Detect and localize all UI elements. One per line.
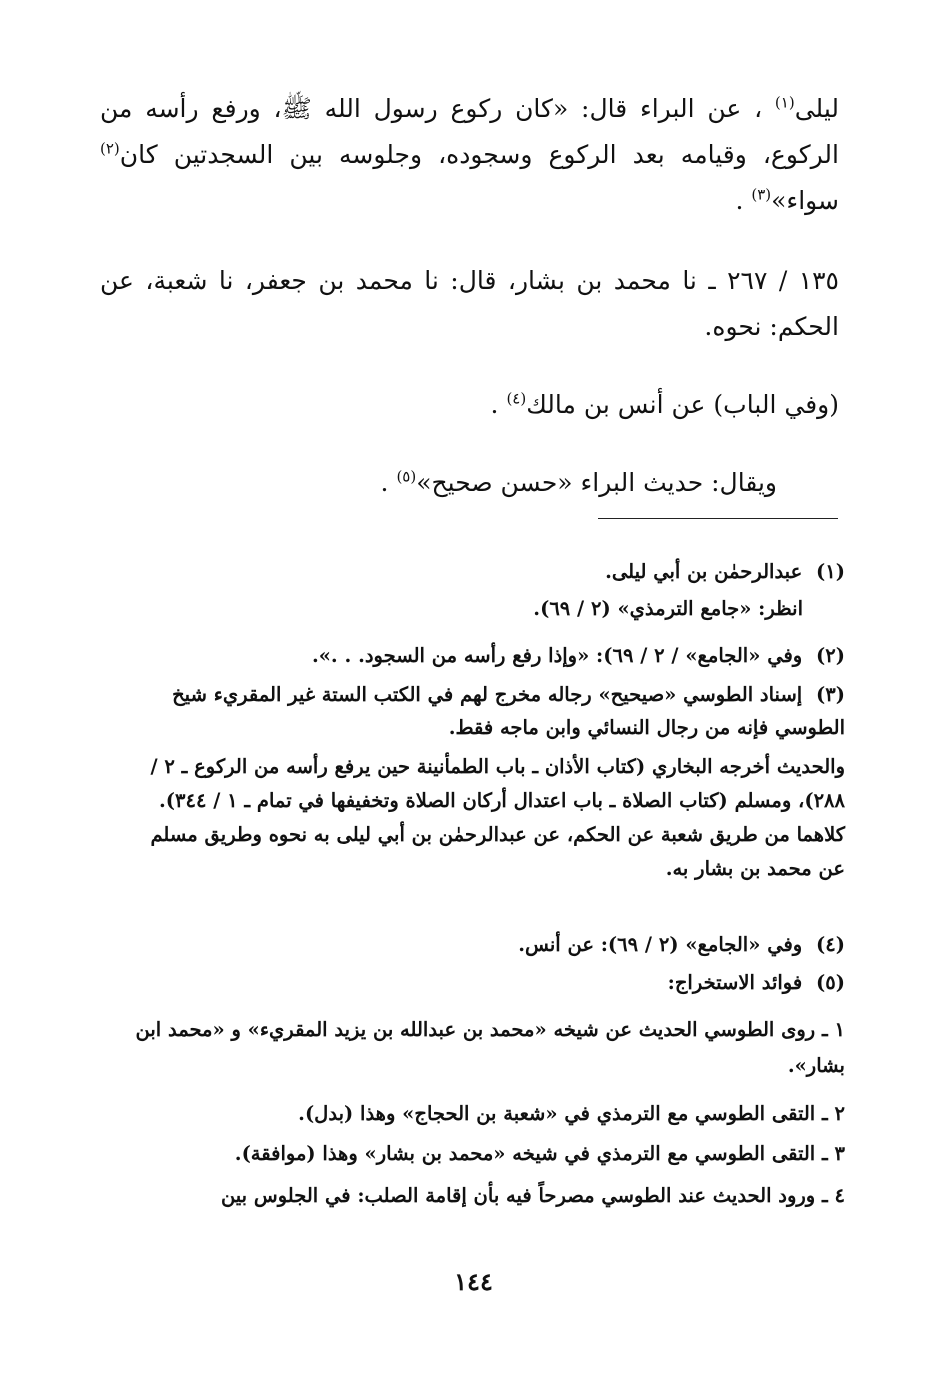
text-segment: . — [490, 390, 499, 419]
page-number: ١٤٤ — [454, 1267, 493, 1296]
benefit-2: ٢ ـ التقى الطوسي مع الترمذي في «شعبة بن الحجاج» وهذا (بدل). — [298, 1102, 845, 1125]
footnote-text: وفي «الجامع» (٢ / ٦٩): عن أنس. — [518, 933, 803, 956]
text-segment: . — [735, 186, 744, 215]
footnote-number: (٥) — [816, 971, 845, 994]
text-segment: ليلى — [794, 94, 839, 123]
paragraph-fil-bab — [100, 382, 839, 428]
paragraph-hadith-135 — [100, 258, 839, 350]
footnote-4 — [118, 930, 845, 959]
footnote-3 — [118, 678, 845, 886]
text-segment: سواء» — [771, 186, 839, 215]
footnote-1 — [118, 557, 845, 623]
benefit-4: ٤ ـ ورود الحديث عند الطوسي مصرحاً فيه بأن إقامة الصلب: في الجلوس بين — [220, 1184, 845, 1207]
benefit-1: ١ ـ روى الطوسي الحديث عن شيخه «محمد بن عبدالله بن يزيد المقريء» و «محمد ابن بشار». — [135, 1018, 845, 1077]
footnote-ref-3: (٣) — [751, 185, 772, 204]
footnote-text: إسناد الطوسي «صيحيح» رجاله مخرج لهم في الكتب الستة غير المقريء شيخ الطوسي فإنه من رجال النسائي وابن ماجه فقط. — [172, 683, 845, 739]
footnote-ref-4: (٤) — [506, 389, 527, 408]
text-segment: ، عن البراء قال: «كان ركوع رسول الله ﷺ، ورفع رأسه من الركوع، وقيامه بعد الركوع وسجوده، وجلوسه بين السجدتين كان — [100, 94, 839, 169]
footnote-5 — [118, 968, 845, 997]
text-segment: ويقال: حديث البراء «حسن صحيح» — [416, 468, 777, 497]
footnote-2 — [118, 641, 845, 670]
benefit-3: ٣ ـ التقى الطوسي مع الترمذي في شيخه «محمد بن بشار» وهذا (موافقة). — [234, 1142, 845, 1165]
footnote-divider — [598, 518, 838, 519]
footnote-text: انظر: «جامع الترمذي» (٢ / ٦٩). — [533, 597, 803, 620]
text-segment: ١٣٥ / ٢٦٧ ـ نا محمد بن بشار، قال: نا محمد بن جعفر، نا شعبة، عن الحكم: نحوه. — [100, 266, 839, 341]
footnote-text: عبدالرحمٰن بن أبي ليلى. — [605, 560, 803, 583]
footnote-number: (٤) — [816, 933, 845, 956]
footnote-ref-5: (٥) — [396, 467, 417, 486]
footnote-number: (١) — [816, 560, 845, 583]
text-segment: (وفي الباب) عن أنس بن مالك — [526, 390, 839, 419]
text-segment: . — [380, 468, 389, 497]
paragraph-hadith-134 — [100, 86, 839, 224]
footnote-ref-1: (١) — [774, 93, 795, 112]
footnote-heading: فوائد الاستخراج: — [667, 971, 803, 994]
footnote-text: والحديث أخرجه البخاري (كتاب الأذان ـ باب الطمأنينة حين يرفع رأسه من الركوع ـ ٢ / ٢٨٨)، ومسلم (كتاب الصلاة ـ باب اعتدال أركان الصلاة وتخفيفها في تمام ـ ١ / ٣٤٤). كلاهما من طريق شعبة عن الحكم، عن عبدالرحمٰن بن أبي ليلى به نحوه وطريق مسلم عن محمد بن بشار به. — [150, 755, 845, 880]
footnote-ref-2: (٢) — [100, 139, 120, 158]
paragraph-grading — [100, 460, 777, 506]
footnote-number: (٢) — [816, 644, 845, 667]
footnote-text: وفي «الجامع» / ٢ / ٦٩): «وإذا رفع رأسه من السجود. . .». — [311, 644, 803, 667]
footnote-number: (٣) — [816, 683, 845, 706]
